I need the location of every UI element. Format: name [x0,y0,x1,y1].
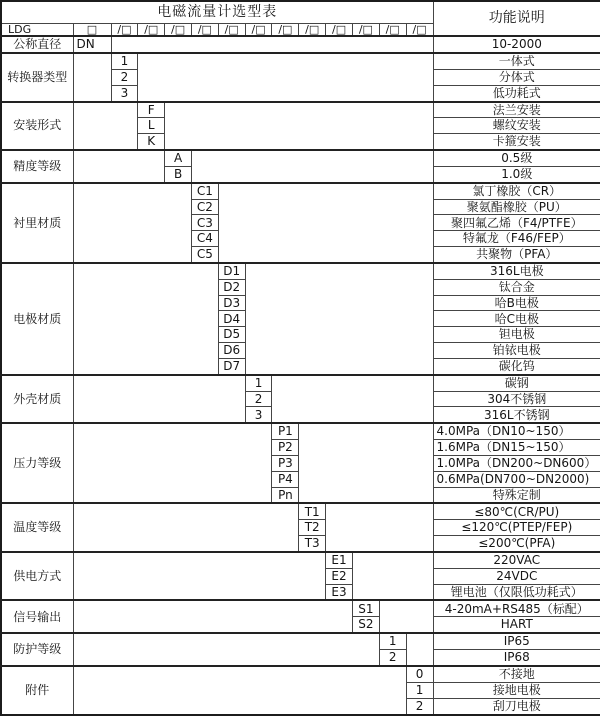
group-row [1,423,600,439]
option-description-cell: 碳钢 [433,375,600,391]
option-code-cell: S1 [352,600,379,616]
group-row [1,102,600,118]
spacer-cell [73,263,218,375]
option-description-cell: 1.6MPa（DN15~150） [433,440,600,456]
option-description-cell: 哈C电极 [433,311,600,327]
option-code-cell: E2 [326,568,353,584]
option-description-cell: ≤200℃(PFA) [433,536,600,552]
option-code-cell: DN [73,36,111,53]
group-row [1,183,600,199]
option-code-cell: 1 [245,375,272,391]
group-label: 附件 [1,666,73,715]
option-code-cell: L [138,118,165,134]
option-description-cell: 聚四氟乙烯（F4/PTFE） [433,215,600,231]
option-description-cell: 氯丁橡胶（CR） [433,183,600,199]
option-description-cell: 24VDC [433,568,600,584]
option-code-cell: D3 [218,295,245,311]
option-code-cell: A [165,150,192,166]
group-row [1,600,600,616]
option-description-cell: 法兰安装 [433,102,600,118]
spacer-cell [73,53,111,102]
option-description-cell: IP68 [433,650,600,666]
option-description-cell: 4.0MPa（DN10~150） [433,423,600,439]
option-description-cell: 聚氨酯橡胶（PU） [433,199,600,215]
option-description-cell: HART [433,617,600,633]
spacer-cell [245,263,433,375]
group-row [1,150,600,166]
option-code-cell: 2 [379,650,406,666]
option-code-cell: 1 [379,633,406,649]
spacer-cell [73,102,138,151]
option-description-cell: 特氟龙（F46/FEP） [433,231,600,247]
group-row [1,666,600,682]
option-code-cell: C4 [191,231,218,247]
option-description-cell: 钛合金 [433,279,600,295]
option-code-cell: E3 [326,584,353,600]
group-label: 温度等级 [1,503,73,552]
option-code-cell: 2 [406,698,433,715]
spacer-cell [165,102,433,151]
option-description-cell: 螺纹安装 [433,118,600,134]
spacer-cell [218,183,433,263]
group-label: 供电方式 [1,552,73,601]
spacer-cell [299,423,433,503]
group-label: 转换器类型 [1,53,73,102]
group-label: 压力等级 [1,423,73,503]
option-description-cell: 分体式 [433,69,600,85]
option-description-cell: 316L不锈钢 [433,407,600,423]
group-label: 精度等级 [1,150,73,183]
option-code-cell: T2 [299,520,326,536]
option-code-cell: P1 [272,423,299,439]
group-row [1,36,600,53]
option-code-cell: P4 [272,471,299,487]
model-code-placeholder: /□ [165,23,192,36]
group-label: 安装形式 [1,102,73,151]
group-label: 外壳材质 [1,375,73,424]
model-code-placeholder: /□ [245,23,272,36]
option-description-cell: IP65 [433,633,600,649]
option-description-cell: 共聚物（PFA） [433,247,600,263]
spacer-cell [73,552,326,601]
option-description-cell: 哈B电极 [433,295,600,311]
model-code-placeholder: /□ [138,23,165,36]
group-label: 公称直径 [1,36,73,53]
option-code-cell: D6 [218,343,245,359]
model-code-placeholder: /□ [299,23,326,36]
group-row [1,552,600,568]
model-code-placeholder: /□ [191,23,218,36]
spacer-cell [111,36,433,53]
option-description-cell: ≤80℃(CR/PU) [433,503,600,519]
spacer-cell [272,375,433,424]
option-description-cell: 碳化钨 [433,358,600,374]
option-code-cell: T1 [299,503,326,519]
group-row [1,53,600,69]
option-code-cell: D1 [218,263,245,279]
model-code-placeholder: /□ [379,23,406,36]
title-row [1,1,600,23]
option-code-cell: 1 [111,53,138,69]
spacer-cell [352,552,433,601]
option-code-cell: 3 [111,85,138,101]
group-row [1,503,600,519]
option-description-cell: 1.0级 [433,166,600,182]
option-description-cell: 220VAC [433,552,600,568]
option-code-cell: D4 [218,311,245,327]
spacer-cell [73,183,191,263]
spacer-cell [73,600,352,633]
spacer-cell [73,375,245,424]
option-code-cell: D5 [218,327,245,343]
spacer-cell [138,53,433,102]
spacer-cell [73,150,165,183]
spacer-cell [379,600,433,633]
table-title: 电磁流量计选型表 [1,1,433,23]
option-description-cell: 316L电极 [433,263,600,279]
option-code-cell: F [138,102,165,118]
group-row [1,375,600,391]
group-label: 衬里材质 [1,183,73,263]
option-description-cell: 铂铱电极 [433,343,600,359]
option-code-cell: D2 [218,279,245,295]
group-row [1,633,600,649]
model-code-placeholder: /□ [218,23,245,36]
option-description-cell: 特殊定制 [433,487,600,503]
option-code-cell: P3 [272,455,299,471]
option-description-cell: 钽电极 [433,327,600,343]
model-code-placeholder: /□ [272,23,299,36]
option-code-cell: B [165,166,192,182]
option-description-cell: 10-2000 [433,36,600,53]
option-code-cell: 1 [406,682,433,698]
option-description-cell: ≤120℃(PTEP/FEP) [433,520,600,536]
option-description-cell: 卡箍安装 [433,134,600,150]
model-code-placeholder: /□ [326,23,353,36]
spacer-cell [73,423,272,503]
option-description-cell: 304不锈钢 [433,391,600,407]
spacer-cell [326,503,433,552]
option-code-cell: D7 [218,358,245,374]
option-code-cell: P2 [272,440,299,456]
option-code-cell: Pn [272,487,299,503]
option-description-cell: 0.6MPa(DN700~DN2000) [433,471,600,487]
option-description-cell: 1.0MPa（DN200~DN600） [433,455,600,471]
option-code-cell: T3 [299,536,326,552]
option-code-cell: C3 [191,215,218,231]
option-code-cell: E1 [326,552,353,568]
option-description-cell: 刮刀电极 [433,698,600,715]
option-code-cell: C1 [191,183,218,199]
spacer-cell [73,633,379,666]
option-code-cell: S2 [352,617,379,633]
option-description-cell: 不接地 [433,666,600,682]
function-description-header: 功能说明 [433,1,600,36]
option-description-cell: 一体式 [433,53,600,69]
group-label: 电极材质 [1,263,73,375]
group-label: 防护等级 [1,633,73,666]
spacer-cell [73,503,299,552]
model-code-placeholder: /□ [111,23,138,36]
spacer-cell [191,150,433,183]
option-description-cell: 接地电极 [433,682,600,698]
spacer-cell [406,633,433,666]
group-label: 信号输出 [1,600,73,633]
option-code-cell: K [138,134,165,150]
option-code-cell: 2 [111,69,138,85]
model-code-placeholder: /□ [406,23,433,36]
model-code-placeholder: /□ [352,23,379,36]
option-code-cell: 2 [245,391,272,407]
model-code-placeholder: □ [73,23,111,36]
option-description-cell: 锂电池（仅限低功耗式） [433,584,600,600]
option-description-cell: 0.5级 [433,150,600,166]
spacer-cell [73,666,406,715]
option-code-cell: 3 [245,407,272,423]
option-code-cell: 0 [406,666,433,682]
option-description-cell: 低功耗式 [433,85,600,101]
model-prefix: LDG [1,23,73,36]
option-description-cell: 4-20mA+RS485（标配） [433,600,600,616]
option-code-cell: C2 [191,199,218,215]
group-row [1,263,600,279]
option-code-cell: C5 [191,247,218,263]
